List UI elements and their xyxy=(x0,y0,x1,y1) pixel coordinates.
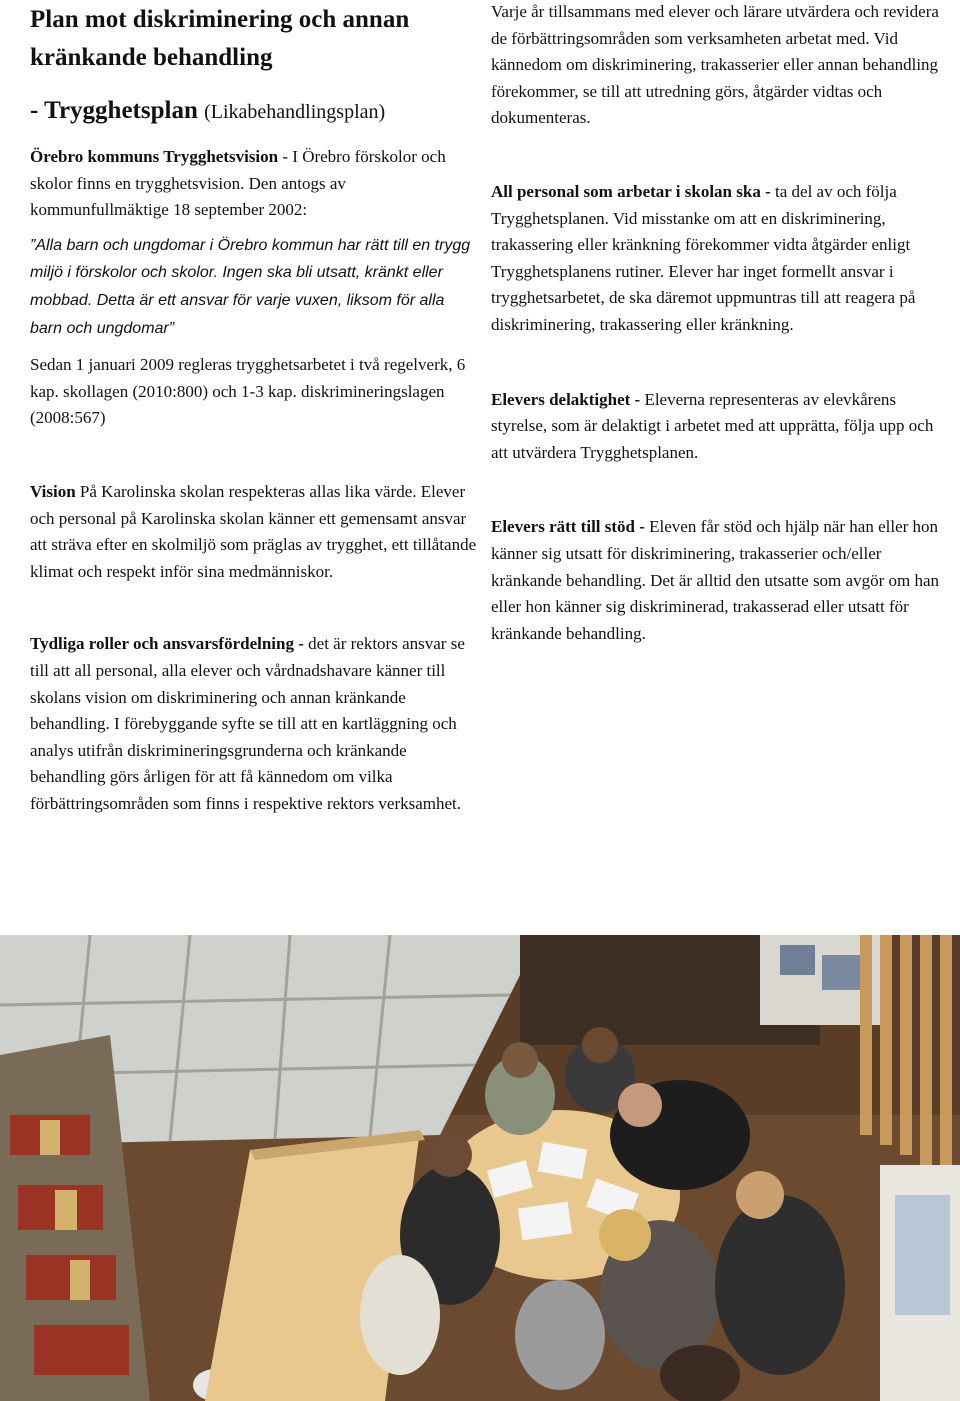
vision-label: Vision xyxy=(30,481,76,501)
title-line-2: kränkande behandling xyxy=(30,44,273,71)
classroom-photo xyxy=(0,935,960,1401)
right-column xyxy=(491,0,943,647)
roles-body: det är rektors ansvar se till att all personal, alla elever och vårdnadshavare känner till skolans vision om diskriminering och annan kränkande behandling. I förebyggande syfte se till att en kartläggning och analys utifrån diskrimineringsgrunderna och kränkande behandling görs årligen för att få kännedom om vilka förbättringsområden som finns i respektive rektors verksamhet. xyxy=(30,634,465,813)
participation-body: Eleverna representeras av elevkårens styrelse, som är delaktigt i arbetet med att upprätta, följa upp och att utvärdera Trygghetsplanen. xyxy=(491,389,934,462)
subtitle-main: - Trygghetsplan xyxy=(30,97,198,124)
support-heading: Elevers rätt till stöd - xyxy=(491,517,645,537)
support-paragraph xyxy=(491,514,943,647)
participation-heading: Elevers delaktighet - xyxy=(491,389,641,409)
vision-text: - I Örebro förskolor och skolor finns en trygghetsvision. Den antogs av kommunfullmäktige 18 september 2002: xyxy=(30,147,446,220)
roles-paragraph xyxy=(30,631,480,817)
vision-quote xyxy=(30,232,480,342)
law-paragraph: Sedan 1 januari 2009 regleras trygghetsarbetet i två regelverk, 6 kap. skollagen (2010:800) och 1-3 kap. diskrimineringslagen (2008:567) xyxy=(30,355,466,428)
vision-statement xyxy=(30,479,480,585)
intro-paragraph: Varje år tillsammans med elever och lärare utvärdera och revidera de förbättringsområden som verksamheten arbetat med. Vid kännedom om diskriminering, trakasserier eller annan behandling förekommer, se till att utredning görs, åtgärder vidtas och dokumenteras. xyxy=(491,2,939,128)
participation-paragraph xyxy=(491,387,943,467)
roles-heading: Tydliga roller och ansvarsfördelning - xyxy=(30,634,304,654)
vision-heading: Örebro kommuns Trygghetsvision xyxy=(30,147,279,166)
staff-body: ta del av och följa Trygghetsplanen. Vid misstanke om att en diskriminering, trakassering eller kränkning förekommer vidta åtgärder enligt Trygghetsplanens rutiner. Elever har inget formellt ansvar i trygghetsarbetet, de ska däremot uppmuntras till att reagera på diskriminering, trakassering eller kränkning. xyxy=(491,181,916,334)
quote-text: ”Alla barn och ungdomar i Örebro kommun har rätt till en trygg miljö i förskolor och skolor. Ingen ska bli utsatt, kränkt eller mobbad. Detta är ett ansvar för varje vuxen, liksom för alla barn och ungdomar” xyxy=(30,236,471,337)
document-title xyxy=(30,1,480,77)
staff-paragraph xyxy=(491,179,943,339)
staff-heading: All personal som arbetar i skolan ska - xyxy=(491,181,771,201)
subtitle-paren: (Likabehandlingsplan) xyxy=(204,101,386,123)
vision-paragraph xyxy=(30,144,480,224)
vision-body: På Karolinska skolan respekteras allas lika värde. Elever och personal på Karolinska skolan känner ett gemensamt ansvar att sträva efter en skolmiljö som präglas av trygghet, ett tillåtande klimat och respekt inför sina medmänniskor. xyxy=(30,481,477,581)
classroom-photo-illustration xyxy=(0,935,960,1401)
document-subtitle xyxy=(30,93,480,130)
left-column xyxy=(30,0,480,817)
title-line-1: Plan mot diskriminering och annan xyxy=(30,6,410,33)
support-body: Eleven får stöd och hjälp när han eller hon känner sig utsatt för diskriminering, trakasserier och/eller kränkande behandling. Det är alltid den utsatte som avgör om han eller hon känner sig diskriminerad, trakasserad eller utsatt för kränkande behandling. xyxy=(491,517,940,643)
